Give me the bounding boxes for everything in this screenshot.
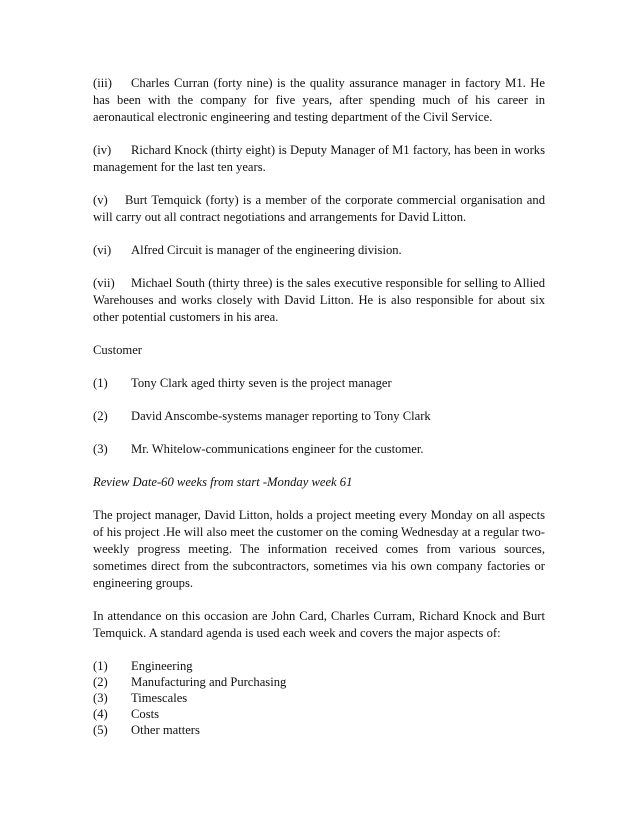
paragraph-text: Charles Curran (forty nine) is the quality assurance manager in factory M1. He has been with the company for five years, after spending much of his career in aeronautical electronic engineering and testing department of the Civil Service. xyxy=(93,76,545,124)
list-text: Timescales xyxy=(131,691,188,705)
paragraph-text: Alfred Circuit is manager of the engineering division. xyxy=(131,243,402,257)
list-number: (3) xyxy=(93,442,108,456)
agenda-item xyxy=(93,674,545,690)
agenda-item xyxy=(93,658,545,674)
paragraph-text: Burt Temquick (forty) is a member of the corporate commercial organisation and will carry out all contract negotiations and arrangements for David Litton. xyxy=(93,193,545,224)
list-number: (2) xyxy=(93,409,108,423)
list-text: Manufacturing and Purchasing xyxy=(131,675,287,689)
paragraph-text: Michael South (thirty three) is the sales executive responsible for selling to Allied Warehouses and works closely with David Litton. He is also responsible for about six other potential customers in his area. xyxy=(93,276,545,324)
paragraph-number: (v) xyxy=(93,193,108,207)
staff-paragraph-v xyxy=(93,192,545,226)
paragraph-text: Richard Knock (thirty eight) is Deputy Manager of M1 factory, has been in works management for the last ten years. xyxy=(93,143,545,174)
paragraph-number: (iv) xyxy=(93,143,112,157)
agenda-item xyxy=(93,706,545,722)
review-paragraph-2: In attendance on this occasion are John Card, Charles Curram, Richard Knock and Burt Temquick. A standard agenda is used each week and covers the major aspects of: xyxy=(93,609,545,640)
list-text: Tony Clark aged thirty seven is the project manager xyxy=(131,376,392,390)
customer-item xyxy=(93,375,545,392)
agenda-item xyxy=(93,722,545,738)
staff-paragraph-vii xyxy=(93,275,545,326)
review-paragraph-1: The project manager, David Litton, holds a project meeting every Monday on all aspects of his project .He will also meet the customer on the coming Wednesday at a regular two-weekly progress meeting. The information received comes from various sources, sometimes direct from the subcontractors, sometimes via his own company factories or engineering groups. xyxy=(93,508,545,590)
document-page xyxy=(93,75,545,738)
list-text: Mr. Whitelow-communications engineer for the customer. xyxy=(131,442,424,456)
list-number: (4) xyxy=(93,707,108,721)
agenda-item xyxy=(93,690,545,706)
staff-paragraph-vi xyxy=(93,242,545,259)
list-text: Engineering xyxy=(131,659,193,673)
list-text: Other matters xyxy=(131,723,200,737)
customer-item xyxy=(93,408,545,425)
paragraph-number: (vii) xyxy=(93,276,115,290)
staff-paragraph-iii xyxy=(93,75,545,126)
list-number: (5) xyxy=(93,723,108,737)
list-number: (1) xyxy=(93,376,108,390)
agenda-list xyxy=(93,658,545,738)
customer-heading: Customer xyxy=(93,343,142,357)
paragraph-number: (iii) xyxy=(93,76,112,90)
list-number: (3) xyxy=(93,691,108,705)
staff-paragraph-iv xyxy=(93,142,545,176)
customer-item xyxy=(93,441,545,458)
list-text: Costs xyxy=(131,707,159,721)
list-text: David Anscombe-systems manager reporting to Tony Clark xyxy=(131,409,431,423)
list-number: (1) xyxy=(93,659,108,673)
list-number: (2) xyxy=(93,675,108,689)
paragraph-number: (vi) xyxy=(93,243,112,257)
review-date-heading: Review Date-60 weeks from start -Monday week 61 xyxy=(93,475,353,489)
